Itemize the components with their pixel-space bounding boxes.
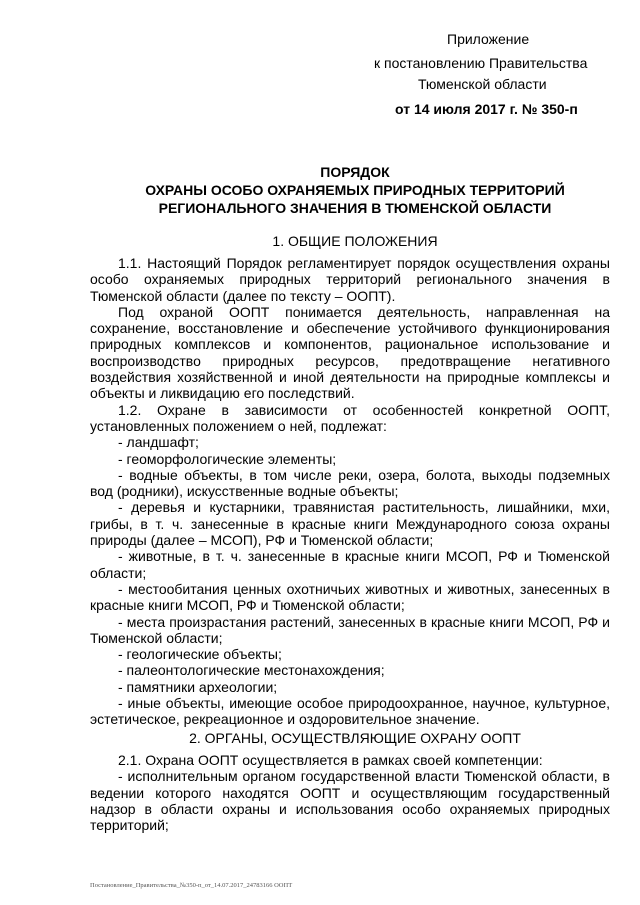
list-item: - памятники археологии; xyxy=(118,678,278,695)
section-1-body xyxy=(90,255,610,728)
date-number: от 14 июля 2017 г. № 350-п xyxy=(395,101,578,117)
section-2-body xyxy=(90,752,610,833)
region-label: Тюменской области xyxy=(418,76,547,92)
document-title xyxy=(90,163,620,217)
list-item: - исполнительным органом государственной власти Тюменской области, в ведении которого находятся ООПТ и осуществляющим государственный надзор в области охраны и использования особо охраняемых природных территорий; xyxy=(90,768,610,834)
list-item: - геологические объекты; xyxy=(118,646,282,663)
section-1-heading: 1. ОБЩИЕ ПОЛОЖЕНИЯ xyxy=(272,233,438,249)
paragraph-1-2: 1.2. Охране в зависимости от особенностей конкретной ООПТ, установленных положением о ней, подлежат: xyxy=(90,401,610,434)
list-item: - палеонтологические местонахождения; xyxy=(118,662,385,679)
list-item: - геоморфологические элементы; xyxy=(118,450,337,467)
list-item: - деревья и кустарники, травянистая растительность, лишайники, мхи, грибы, в т. ч. занесенные в красные книги Международного союза охраны природы (далее – МСОП), РФ и Тюменской области; xyxy=(90,499,610,549)
list-item: - иные объекты, имеющие особое природоохранное, научное, культурное, эстетическое, рекреационное и оздоровительное значение. xyxy=(90,695,610,728)
paragraph-1-1: 1.1. Настоящий Порядок регламентирует порядок осуществления охраны особо охраняемых природных территорий регионального значения в Тюменской области (далее по тексту – ООПТ). xyxy=(90,255,610,304)
footer-filename: Постановление_Правительства_№350-п_от_14.07.2017_24783166 ООПТ xyxy=(90,882,293,889)
section-2-heading: 2. ОРГАНЫ, ОСУЩЕСТВЛЯЮЩИЕ ОХРАНУ ООПТ xyxy=(189,730,521,746)
list-item: - местообитания ценных охотничьих животных и животных, занесенных в красные книги МСОП, РФ и Тюменской области; xyxy=(90,580,610,614)
title-line-1: ПОРЯДОК xyxy=(320,164,390,180)
list-item: - ландшафт; xyxy=(118,434,199,451)
list-item: - места произрастания растений, занесенных в красные книги МСОП, РФ и Тюменской области; xyxy=(90,613,610,646)
list-item: - водные объекты, в том числе реки, озера, болота, выходы подземных вод (родники), искусственные водные объекты; xyxy=(90,466,610,500)
paragraph-definition: Под охраной ООПТ понимается деятельность, направленная на сохранение, восстановление и обеспечение устойчивого функционирования природных комплексов и компонентов, рациональное использование и воспроизводство природных ресурсов, предотвращение негативного воздействия хозяйственной и иной деятельности на природные комплексы и объекты и ликвидацию его последствий. xyxy=(90,303,610,402)
paragraph-2-1: 2.1. Охрана ООПТ осуществляется в рамках своей компетенции: xyxy=(118,752,543,768)
appendix-label: Приложение xyxy=(447,31,530,47)
list-item: - животные, в т. ч. занесенные в красные книги МСОП, РФ и Тюменской области; xyxy=(90,548,610,581)
title-line-2: ОХРАНЫ ОСОБО ОХРАНЯЕМЫХ ПРИРОДНЫХ ТЕРРИТОРИЙ xyxy=(145,182,565,198)
title-line-3: РЕГИОНАЛЬНОГО ЗНАЧЕНИЯ В ТЮМЕНСКОЙ ОБЛАСТИ xyxy=(158,200,552,216)
resolution-label: к постановлению Правительства xyxy=(374,55,588,71)
